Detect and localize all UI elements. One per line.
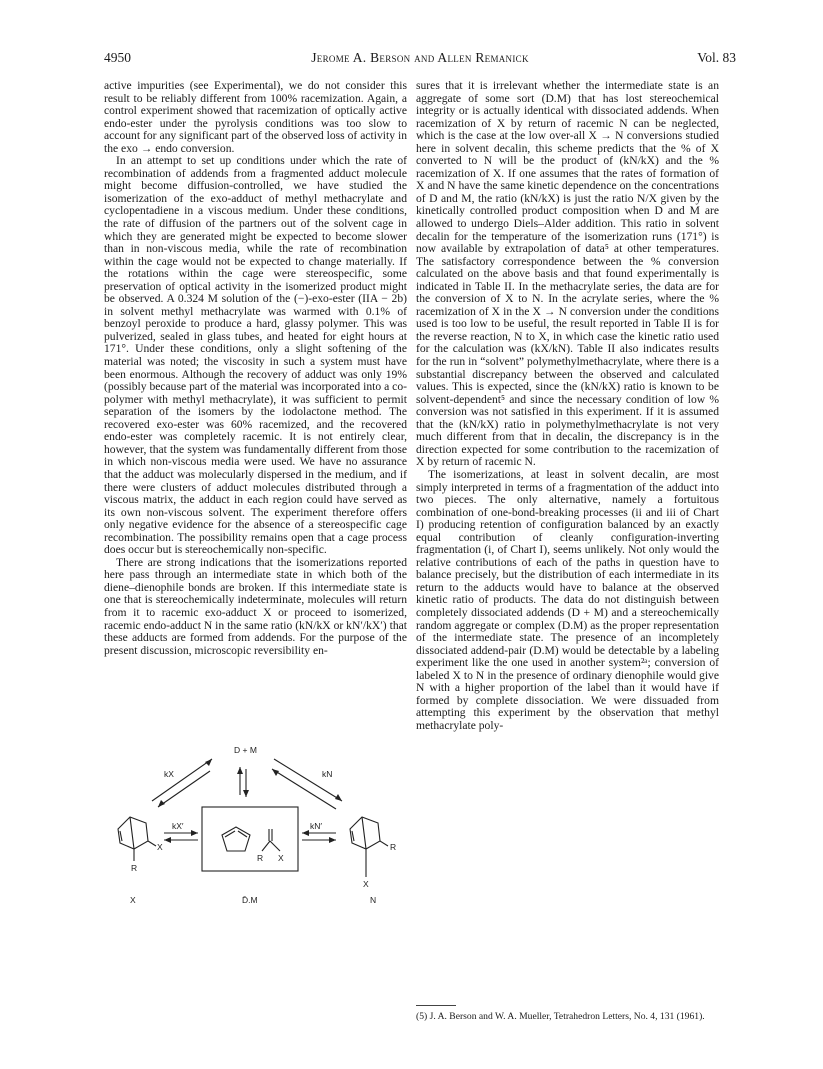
right-column xyxy=(416,80,719,732)
bond xyxy=(380,841,388,846)
substituent-x: X xyxy=(278,853,284,863)
bond xyxy=(262,841,270,851)
paragraph: active impurities (see Experimental), we do not consider this result to be reliably different from 100% racemization. Again, a control experiment showed that racemization of optically active endo-ester under the pyrolysis conditions was too slow to account for any significant part of the observed loss of activity in the exo → endo conversion. xyxy=(104,79,407,155)
substituent-x: X xyxy=(363,879,369,889)
paragraph: The isomerizations, at least in solvent decalin, are most simply interpreted in terms of a fragmentation of the adduct into two pieces. The only alternative, namely a fortuitous combination of one-bond-breaking processes (ii and iii of Chart I) producing retention of configuration balanced by an exactly equal contribution of cleanly configuration-inverting fragmentation (i, of Chart I), seems unlikely. Not only would the relative contributions of each of the paths in question have to balance precisely, but the distribution of each intermediate in its return to the adducts would have to balance at the observed kinetic ratio of products. The data do not distinguish between completely dissociated addends (D + M) and a stereochemically random aggregate or complex (D.M) as the proper representation of the intermediate state. The presence of an incompletely dissociated addend-pair (D.M) would be detectable by a labeling experiment like the one used in another system²ᵃ; conversion of labeled X to N in the presence of ordinary dienophile would give N with a higher proportion of the label than it would have if formed by complete dissociation. We were dissuaded from attempting this experiment by the observation that methyl methacrylate poly- xyxy=(416,467,719,732)
arrowhead xyxy=(205,759,212,766)
running-header xyxy=(104,50,736,68)
arrowhead xyxy=(243,790,249,797)
rate-label-kn: kN xyxy=(322,769,333,779)
reaction-scheme xyxy=(104,745,407,975)
paragraph: sures that it is irrelevant whether the intermediate state is an aggregate of some sort (D.M) that has lost stereochemical integrity or is actually identical with dissociated addends. When racemization of X by return of racemic N can be neglected, which is the case at the low over-all X → N conversions studied here in solvent decalin, this scheme predicts that the % of X converted to N will be the product of (kN/kX) and the % racemization of X. If one assumes that the rates of formation of X and N have the same kinetic dependence on the concentrations of D and M, the ratio (kN/kX) is just the ratio N/X given by the kinetically controlled product composition when D and M are allowed to undergo Diels–Alder addition. This ratio in solvent decalin for the temperature of the isomerization runs (171°) is now available by extrapolation of data⁵ at other temperatures. The satisfactory correspondence between the % conversion calculated on the above basis and that found experimentally is indicated in Table II. In the methacrylate series, the data are for the conversion of X to N. In the acrylate series, where the % racemization of X in the X → N conversion under the conditions used is too low to be useful, the result reported in Table II is for the reverse reaction, N to X, in which case the kinetic ratio used for the calculation was (kX/kN). Table II also indicates results for the run in “solvent” polymethylmethacrylate, where there is a substantial discrepancy between the observed and calculated values. This is expected, since the (kN/kX) ratio is known to be solvent-dependent⁵ and since the necessary condition of low % conversion was not satisfied in this experiment. If it is assumed that the (kN/kX) ratio in polymethylmethacrylate is not very much different from that in decalin, the discrepancy is in the direction expected for some contribution to the racemization of X by return of racemic N. xyxy=(416,79,719,469)
arrowhead xyxy=(335,794,342,801)
scheme-label-dm: D + M xyxy=(234,745,257,755)
compound-label-dm: D̄.M xyxy=(242,895,258,905)
arrowhead xyxy=(237,767,243,774)
rate-label-kn-prime: kN′ xyxy=(310,821,322,831)
arrowhead xyxy=(329,837,336,843)
substituent-x: X xyxy=(157,842,163,852)
compound-label-n: N xyxy=(370,895,377,905)
substituent-r: R xyxy=(131,863,138,873)
arrowhead xyxy=(158,800,165,807)
arrow-line xyxy=(274,759,342,801)
scheme-drawing xyxy=(104,745,407,975)
page-number: 4950 xyxy=(104,50,131,65)
rate-label-kx: kX xyxy=(164,769,174,779)
footnote: (5) J. A. Berson and W. A. Mueller, Tetrahedron Letters, No. 4, 131 (1961). xyxy=(416,1011,705,1022)
double-bond xyxy=(352,831,354,841)
arrowhead xyxy=(191,830,198,836)
volume-number: Vol. 83 xyxy=(697,50,736,65)
arrow-line xyxy=(152,759,212,801)
compound-label-x: X xyxy=(130,895,136,905)
bond xyxy=(148,841,156,846)
substituent-r: R xyxy=(390,842,397,852)
arrowhead xyxy=(302,830,309,836)
bond xyxy=(270,841,280,851)
rate-label-kx-prime: kX′ xyxy=(172,821,184,831)
footnote-rule xyxy=(416,1005,456,1006)
arrowhead xyxy=(272,769,279,776)
arrowhead xyxy=(164,837,171,843)
paragraph: In an attempt to set up conditions under which the rate of recombination of addends from a fragmented adduct molecule might become diffusion-controlled, we have studied the isomerization of the exo-adduct of methyl methacrylate and cyclopentadiene in a viscous medium. Under these conditions, the rate of diffusion of the partners out of the solvent cage in which they are generated might be expected to become slower than in non-viscous media, while the rate of recombination within the cage would not be expected to change materially. If the rotations within the cage were stereospecific, some preservation of optical activity in the isomerized product might be observed. A 0.324 M solution of the (−)-exo-ester (IIA − 2b) in solvent methyl methacrylate was warmed with 0.1% of benzoyl peroxide to produce a hard, glassy polymer. This was pulverized, sealed in glass tubes, and heated for eight hours at 171°. Under these conditions, only a slight softening of the material was noted; the viscosity in such a system must have been enormous. Although the recovery of adduct was only 19% (possibly because part of the material was incorporated into a co-polymer with methyl methacrylate), it was sufficient to permit separation of the isomers by the iodolactone method. The recovered exo-ester was 60% racemized, and the recovered endo-ester was completely racemic. It is not entirely clear, however, that the system was fundamentally different from those in which non-viscous media were used. We have no assurance that the adduct was molecularly dispersed in the medium, and if there were clusters of adduct molecules distributed through a viscous matrix, the adduct in each region could have served as its own non-viscous solvent. The experiment therefore offers only negative evidence for the absence of a stereospecific cage recombination. The possibility remains open that a cage process does occur but is stereochemically non-specific. xyxy=(104,154,407,557)
substituent-r: R xyxy=(257,853,264,863)
left-column xyxy=(104,80,407,657)
paragraph: There are strong indications that the isomerizations reported here pass through an intermediate state in which both of the diene–dienophile bonds are broken. If this intermediate state is one that is stereochemically indeterminate, molecules will return from it to racemic exo-adduct X or proceed to isomerized, racemic endo-adduct N in the same ratio (kN/kX or kN′/kX′) that these adducts are formed from addends. For the purpose of the present discussion, microscopic reversibility en- xyxy=(104,555,407,657)
cyclopentadiene-ring xyxy=(222,827,250,851)
bridge-bond xyxy=(130,817,134,849)
running-head-authors: Jerome A. Berson and Allen Remanick xyxy=(311,50,529,65)
double-bond xyxy=(120,831,122,841)
bridge-bond xyxy=(362,817,366,849)
